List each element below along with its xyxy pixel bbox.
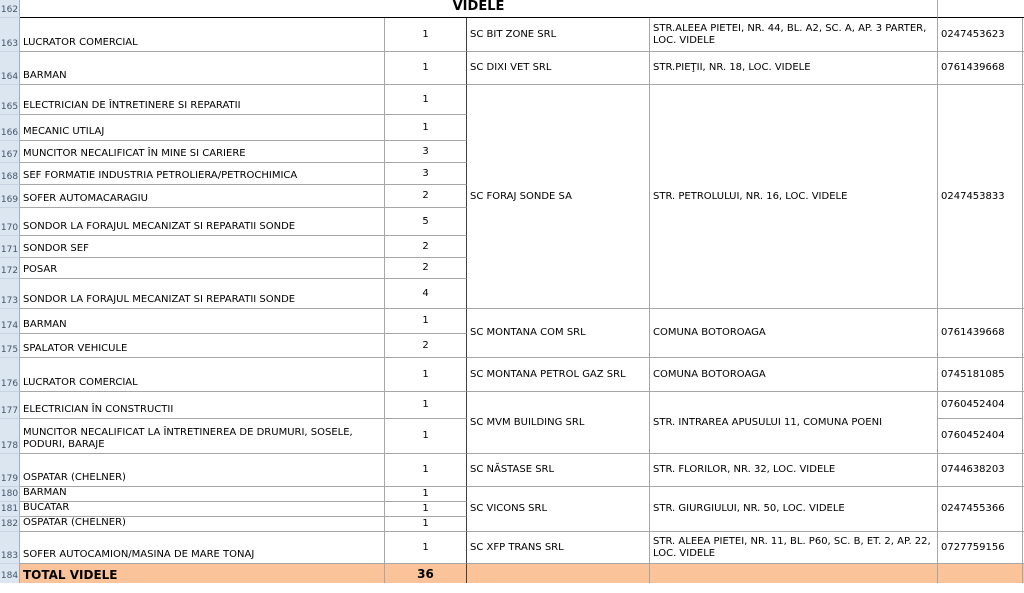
job-title-cell[interactable]: SPALATOR VEHICULE — [20, 334, 385, 358]
total-empty-cell[interactable] — [650, 564, 938, 583]
row-header[interactable]: 175 — [0, 334, 20, 358]
vacancy-count-cell[interactable]: 1 — [385, 502, 467, 517]
row-header[interactable]: 181 — [0, 502, 20, 517]
row-header[interactable]: 168 — [0, 163, 20, 185]
row-header[interactable]: 172 — [0, 258, 20, 279]
employer-address-cell[interactable]: COMUNA BOTOROAGA — [650, 309, 938, 358]
row-header[interactable]: 171 — [0, 236, 20, 258]
vacancy-count-cell[interactable]: 1 — [385, 532, 467, 564]
employer-address-cell[interactable]: STR.ALEEA PIETEI, NR. 44, BL. A2, SC. A, AP. 3 PARTER, LOC. VIDELE — [650, 18, 938, 52]
row-header[interactable]: 176 — [0, 358, 20, 392]
employer-address-cell[interactable]: STR. FLORILOR, NR. 32, LOC. VIDELE — [650, 454, 938, 487]
row-header[interactable]: 173 — [0, 279, 20, 309]
job-title-cell[interactable]: MUNCITOR NECALIFICAT ÎN MINE SI CARIERE — [20, 141, 385, 163]
vacancy-count-cell[interactable]: 3 — [385, 163, 467, 185]
job-title-cell[interactable]: BARMAN — [20, 487, 385, 502]
employer-phone-cell[interactable]: 0760452404 — [938, 419, 1023, 454]
employer-name-cell[interactable]: SC VICONS SRL — [467, 487, 650, 532]
employer-name-cell[interactable]: SC MONTANA PETROL GAZ SRL — [467, 358, 650, 392]
employer-address-cell[interactable]: STR. ALEEA PIETEI, NR. 11, BL. P60, SC. B, ET. 2, AP. 22, LOC. VIDELE — [650, 532, 938, 564]
employer-address-cell[interactable]: STR.PIEŢII, NR. 18, LOC. VIDELE — [650, 52, 938, 85]
row-header[interactable]: 183 — [0, 532, 20, 564]
vacancy-count-cell[interactable]: 1 — [385, 18, 467, 52]
employer-name-cell[interactable]: SC NĂSTASE SRL — [467, 454, 650, 487]
employer-address-cell[interactable]: STR. GIURGIULUI, NR. 50, LOC. VIDELE — [650, 487, 938, 532]
employer-name-cell[interactable]: SC FORAJ SONDE SA — [467, 85, 650, 309]
row-header[interactable]: 169 — [0, 185, 20, 208]
employer-name-cell[interactable]: SC DIXI VET SRL — [467, 52, 650, 85]
row-header[interactable]: 162 — [0, 0, 20, 18]
employer-address-cell[interactable]: STR. PETROLULUI, NR. 16, LOC. VIDELE — [650, 85, 938, 309]
employer-phone-cell[interactable]: 0247455366 — [938, 487, 1023, 532]
total-label[interactable]: TOTAL VIDELE — [20, 564, 385, 583]
row-header[interactable]: 184 — [0, 564, 20, 583]
vacancy-count-cell[interactable]: 1 — [385, 454, 467, 487]
job-title-cell[interactable]: ELECTRICIAN DE ÎNTRETINERE SI REPARATII — [20, 85, 385, 115]
job-title-cell[interactable]: LUCRATOR COMERCIAL — [20, 18, 385, 52]
vacancy-count-cell[interactable]: 2 — [385, 185, 467, 208]
row-header[interactable]: 170 — [0, 208, 20, 236]
row-header[interactable]: 165 — [0, 85, 20, 115]
vacancy-count-cell[interactable]: 1 — [385, 358, 467, 392]
vacancy-count-cell[interactable]: 5 — [385, 208, 467, 236]
job-title-cell[interactable]: SONDOR LA FORAJUL MECANIZAT SI REPARATII SONDE — [20, 279, 385, 309]
employer-phone-cell[interactable]: 0727759156 — [938, 532, 1023, 564]
job-title-cell[interactable]: OSPATAR (CHELNER) — [20, 517, 385, 532]
vacancy-count-cell[interactable]: 1 — [385, 85, 467, 115]
vacancy-count-cell[interactable]: 1 — [385, 52, 467, 85]
job-title-cell[interactable]: SONDOR LA FORAJUL MECANIZAT SI REPARATII SONDE — [20, 208, 385, 236]
title-row-blank[interactable] — [938, 0, 1024, 18]
row-header[interactable]: 180 — [0, 487, 20, 502]
job-title-cell[interactable]: SOFER AUTOMACARAGIU — [20, 185, 385, 208]
total-value[interactable]: 36 — [385, 564, 467, 583]
job-title-cell[interactable]: MECANIC UTILAJ — [20, 115, 385, 141]
employer-phone-cell[interactable]: 0761439668 — [938, 52, 1023, 85]
row-header[interactable]: 174 — [0, 309, 20, 334]
employer-address-cell[interactable]: STR. INTRAREA APUSULUI 11, COMUNA POENI — [650, 392, 938, 454]
employer-name-cell[interactable]: SC BIT ZONE SRL — [467, 18, 650, 52]
row-header[interactable]: 178 — [0, 419, 20, 454]
vacancy-count-cell[interactable]: 2 — [385, 258, 467, 279]
vacancy-count-cell[interactable]: 1 — [385, 419, 467, 454]
row-header[interactable]: 167 — [0, 141, 20, 163]
job-title-cell[interactable]: POSAR — [20, 258, 385, 279]
employer-phone-cell[interactable]: 0247453833 — [938, 85, 1023, 309]
section-title[interactable]: VIDELE — [20, 0, 938, 18]
employer-phone-cell[interactable]: 0247453623 — [938, 18, 1023, 52]
job-title-cell[interactable]: BUCATAR — [20, 502, 385, 517]
row-header[interactable]: 163 — [0, 18, 20, 52]
vacancy-count-cell[interactable]: 3 — [385, 141, 467, 163]
vacancy-count-cell[interactable]: 1 — [385, 517, 467, 532]
vacancy-count-cell[interactable]: 1 — [385, 487, 467, 502]
employer-phone-cell[interactable]: 0761439668 — [938, 309, 1023, 358]
job-title-cell[interactable]: SONDOR SEF — [20, 236, 385, 258]
employer-phone-cell[interactable]: 0760452404 — [938, 392, 1023, 419]
total-empty-cell[interactable] — [938, 564, 1023, 583]
row-header[interactable]: 179 — [0, 454, 20, 487]
vacancy-count-cell[interactable]: 2 — [385, 236, 467, 258]
job-title-cell[interactable]: MUNCITOR NECALIFICAT LA ÎNTRETINEREA DE DRUMURI, SOSELE, PODURI, BARAJE — [20, 419, 385, 454]
employer-phone-cell[interactable]: 0744638203 — [938, 454, 1023, 487]
vacancy-count-cell[interactable]: 1 — [385, 115, 467, 141]
vacancy-count-cell[interactable]: 4 — [385, 279, 467, 309]
job-title-cell[interactable]: ELECTRICIAN ÎN CONSTRUCTII — [20, 392, 385, 419]
job-title-cell[interactable]: BARMAN — [20, 52, 385, 85]
employer-name-cell[interactable]: SC XFP TRANS SRL — [467, 532, 650, 564]
row-header[interactable]: 177 — [0, 392, 20, 419]
job-title-cell[interactable]: SOFER AUTOCAMION/MASINA DE MARE TONAJ — [20, 532, 385, 564]
job-title-cell[interactable]: OSPATAR (CHELNER) — [20, 454, 385, 487]
job-title-cell[interactable]: SEF FORMATIE INDUSTRIA PETROLIERA/PETROCHIMICA — [20, 163, 385, 185]
total-empty-cell[interactable] — [467, 564, 650, 583]
employer-phone-cell[interactable]: 0745181085 — [938, 358, 1023, 392]
vacancy-count-cell[interactable]: 1 — [385, 392, 467, 419]
employer-name-cell[interactable]: SC MONTANA COM SRL — [467, 309, 650, 358]
vacancy-count-cell[interactable]: 2 — [385, 334, 467, 358]
employer-name-cell[interactable]: SC MVM BUILDING SRL — [467, 392, 650, 454]
vacancy-count-cell[interactable]: 1 — [385, 309, 467, 334]
row-header[interactable]: 164 — [0, 52, 20, 85]
row-header[interactable]: 166 — [0, 115, 20, 141]
job-title-cell[interactable]: BARMAN — [20, 309, 385, 334]
row-header[interactable]: 182 — [0, 517, 20, 532]
employer-address-cell[interactable]: COMUNA BOTOROAGA — [650, 358, 938, 392]
job-title-cell[interactable]: LUCRATOR COMERCIAL — [20, 358, 385, 392]
